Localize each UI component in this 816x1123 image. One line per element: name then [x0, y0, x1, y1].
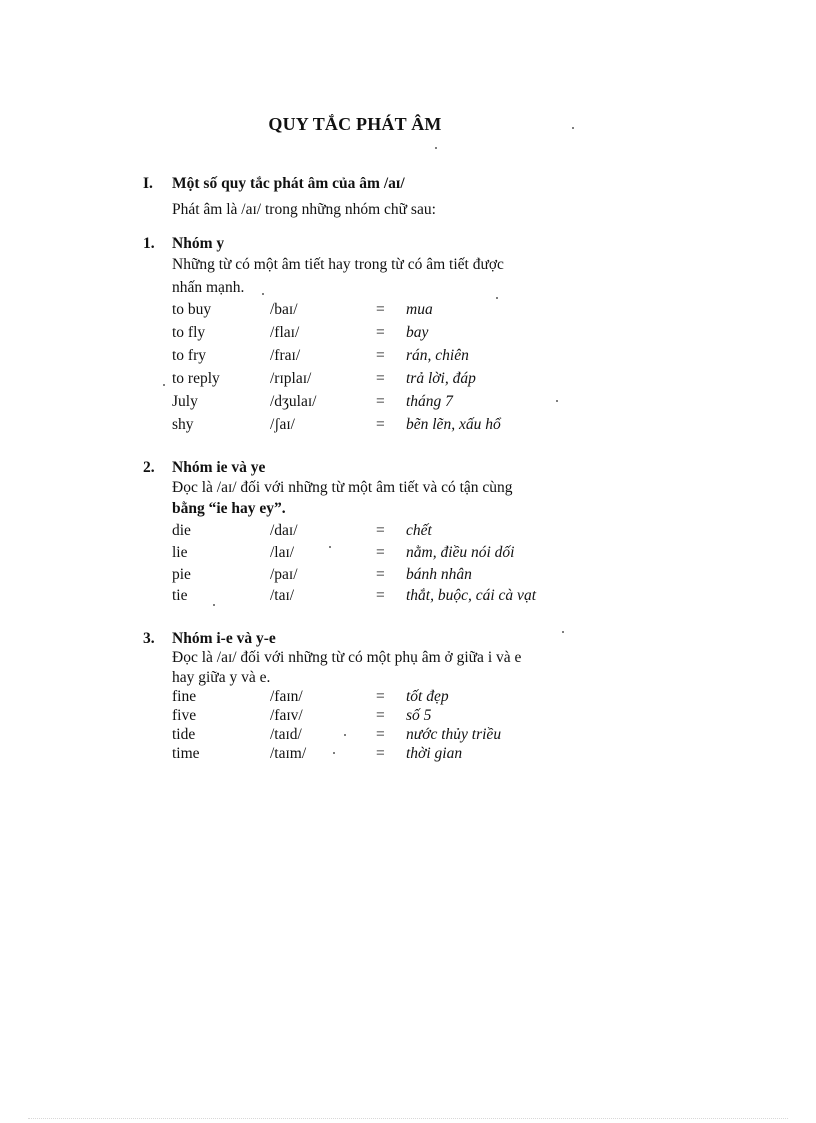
group-3-desc-line: Đọc là /aɪ/ đối với những từ có một phụ âm ở giữa i và e: [172, 649, 522, 666]
scan-speck: [344, 734, 346, 736]
meaning: chết: [406, 522, 432, 539]
meaning: tốt đẹp: [406, 688, 449, 705]
ipa: /flaɪ/: [270, 324, 300, 341]
ipa: /taɪ/: [270, 587, 295, 604]
scan-speck: [163, 384, 165, 386]
word: to buy: [172, 301, 212, 318]
group-2-desc-line: Đọc là /aɪ/ đối với những từ một âm tiết và có tận cùng: [172, 479, 513, 496]
meaning: bánh nhân: [406, 566, 472, 583]
group-3-number: 3.: [143, 630, 155, 647]
equals: =: [376, 370, 385, 387]
meaning: tháng 7: [406, 393, 453, 410]
ipa: /daɪ/: [270, 522, 298, 539]
word: tide: [172, 726, 196, 743]
meaning: thời gian: [406, 745, 463, 762]
word: five: [172, 707, 197, 724]
word: lie: [172, 544, 188, 561]
group-2-desc-line: bằng “ie hay ey”.: [172, 500, 286, 517]
equals: =: [376, 544, 385, 561]
ipa: /dʒulaɪ/: [270, 393, 317, 410]
section-intro: Phát âm là /aɪ/ trong những nhóm chữ sau:: [172, 201, 436, 218]
group-1-heading: Nhóm y: [172, 235, 225, 252]
scan-speck: [572, 127, 574, 129]
group-1-desc-line: Những từ có một âm tiết hay trong từ có âm tiết được: [172, 256, 504, 273]
page-bottom-edge: [28, 1118, 788, 1119]
equals: =: [376, 688, 385, 705]
group-2-heading: Nhóm ie và ye: [172, 459, 266, 476]
equals: =: [376, 745, 385, 762]
meaning: nằm, điều nói dối: [406, 544, 515, 561]
word: die: [172, 522, 191, 539]
ipa: /paɪ/: [270, 566, 298, 583]
equals: =: [376, 566, 385, 583]
equals: =: [376, 707, 385, 724]
equals: =: [376, 522, 385, 539]
group-1-desc-line: nhấn mạnh.: [172, 279, 245, 296]
section-heading: Một số quy tắc phát âm của âm /aɪ/: [172, 175, 405, 192]
ipa: /faɪv/: [270, 707, 303, 724]
word: tie: [172, 587, 188, 604]
meaning: nước thủy triều: [406, 726, 502, 743]
meaning: trả lời, đáp: [406, 370, 476, 387]
equals: =: [376, 301, 385, 318]
ipa: /taɪd/: [270, 726, 302, 743]
meaning: thắt, buộc, cái cà vạt: [406, 587, 536, 604]
scan-speck: [435, 147, 437, 149]
section-number: I.: [143, 175, 153, 192]
scan-speck: [333, 752, 335, 754]
word: shy: [172, 416, 194, 433]
meaning: số 5: [406, 707, 432, 724]
ipa: /baɪ/: [270, 301, 298, 318]
word: pie: [172, 566, 191, 583]
word: to reply: [172, 370, 220, 387]
ipa: /fraɪ/: [270, 347, 301, 364]
scan-speck: [262, 293, 264, 295]
equals: =: [376, 324, 385, 341]
scan-speck: [562, 631, 564, 633]
group-2-number: 2.: [143, 459, 155, 476]
equals: =: [376, 587, 385, 604]
equals: =: [376, 393, 385, 410]
meaning: bẽn lẽn, xấu hổ: [406, 416, 501, 433]
equals: =: [376, 726, 385, 743]
group-1-number: 1.: [143, 235, 155, 252]
scan-speck: [329, 546, 331, 548]
ipa: /taɪm/: [270, 745, 307, 762]
equals: =: [376, 347, 385, 364]
ipa: /faɪn/: [270, 688, 303, 705]
word: time: [172, 745, 200, 762]
word: to fry: [172, 347, 207, 364]
group-3-heading: Nhóm i-e và y-e: [172, 630, 276, 647]
word: to fly: [172, 324, 206, 341]
word: fine: [172, 688, 197, 705]
page-title: QUY TẮC PHÁT ÂM: [268, 114, 442, 134]
scan-speck: [213, 604, 215, 606]
scan-speck: [556, 400, 558, 402]
meaning: bay: [406, 324, 429, 341]
word: July: [172, 393, 198, 410]
ipa: /laɪ/: [270, 544, 295, 561]
scan-speck: [496, 297, 498, 299]
ipa: /rɪplaɪ/: [270, 370, 312, 387]
meaning: rán, chiên: [406, 347, 469, 364]
group-3-desc-line: hay giữa y và e.: [172, 669, 271, 686]
equals: =: [376, 416, 385, 433]
ipa: /ʃaɪ/: [270, 416, 295, 433]
meaning: mua: [406, 301, 433, 318]
